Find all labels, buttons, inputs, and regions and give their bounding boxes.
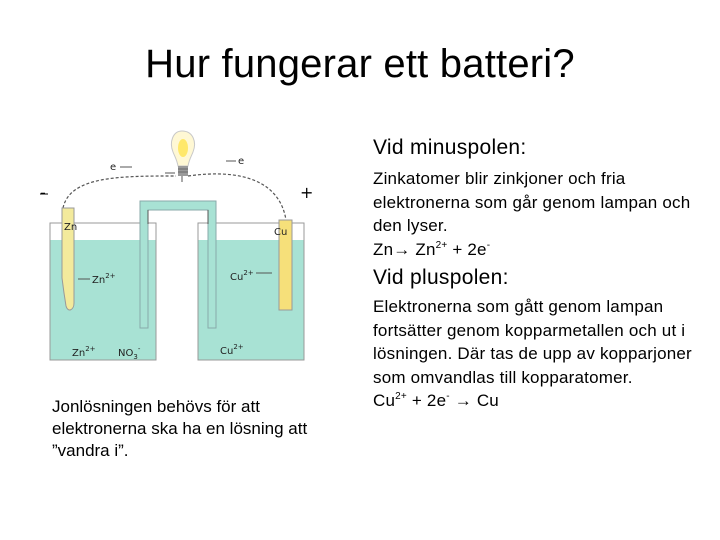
nitrate-label: $NO_3^-$ (118, 345, 141, 361)
zn-electrode-label: Zn (64, 222, 78, 233)
cu-ion-label: $Cu^{2+}$ (230, 269, 254, 283)
slide-title: Hur fungerar ett batteri? (145, 42, 575, 86)
minus-pole-equation: $Zn\to Zn^{2+} + 2e^-$ (373, 239, 491, 259)
explanation-panel (373, 133, 713, 413)
caption-text: Jonlösningen behövs för att elektronerna ska ha en lösning att ”vandra i”. (52, 397, 308, 460)
zn-ion-label: $Zn^{2+}$ (92, 272, 116, 286)
cu-electrode-label: Cu (274, 227, 288, 238)
lightbulb-icon (171, 131, 194, 182)
cu-ion-bottom-label: $Cu^{2+}$ (220, 343, 244, 357)
electron-label-left: e (110, 162, 117, 173)
plus-pole-body: Elektronerna som gått genom lampan fortsätter genom kopparmetallen och ut i lösningen. Där tas de upp av kopparjoner som omvandlas till kopparatomer. (373, 297, 692, 387)
plus-sign: + (300, 183, 314, 202)
minus-pole-heading: Vid minuspolen: (373, 136, 527, 159)
minus-sign: - (40, 183, 46, 202)
plus-pole-equation: $Cu^{2+} + 2e^- \to Cu$ (373, 391, 499, 410)
electron-label-right: e (238, 156, 245, 167)
galvanic-cell-diagram (30, 128, 320, 373)
zn-ion-bottom-label: $Zn^{2+}$ (72, 345, 96, 359)
wire-right (188, 174, 286, 220)
minus-pole-body: Zinkatomer blir zinkjoner och fria elektronerna som går genom lampan och den lyser. (373, 169, 691, 235)
plus-pole-heading: Vid pluspolen: (373, 266, 509, 289)
